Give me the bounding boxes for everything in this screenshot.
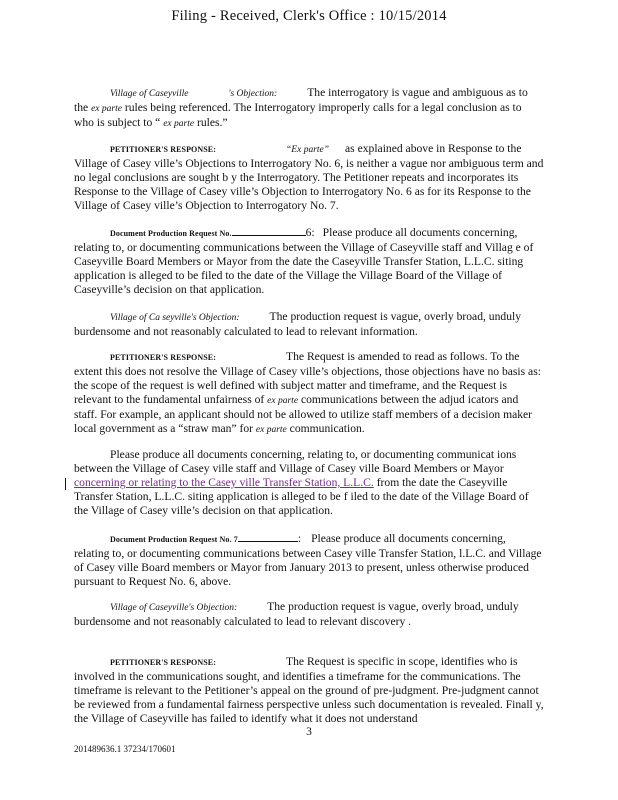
response-paragraph-1: PETITIONER'S RESPONSE: “Ex parte” as explained above in Response to the Village of Casey ville’s Objections to Interrogatory No. 6, is neither a vague nor ambiguous term and no legal conclusions are sought b y the Interrogatory. The Petitioner repeats and incorporates its Response to the Village of Casey ville’s Objection to Interrogatory No. 6 as for its Response to the Village of Casey ville’s Objection to Interrogatory No. 7. <box>74 142 544 212</box>
revision-bar <box>65 478 66 490</box>
production-request-7: Document Production Request No. 7 : Please produce all documents concerning, relating to, or documenting communications between Casey ville Transfer Station, l.L.C. and Village of Casey ville Board members or Mayor from January 2013 to present, unless otherwise produced pursuant to Request No. 6, above. <box>74 532 542 588</box>
document-id: 201489636.1 37234/170601 <box>74 744 176 754</box>
page-number: 3 <box>306 726 312 738</box>
response-paragraph-2: PETITIONER'S RESPONSE: The Request is amended to read as follows. To the extent this does not resolve the Village of Casey ville’s objections, those objections have no basis as: the scope of the request is well defined with subject matter and timeframe, and the Request is relevant to the fundamental unfairness of ex parte communications between the adjud icators and staff. For example, an applicant should not be allowed to utilize staff members of a decision maker local government as a “straw man” for ex parte communication. <box>74 350 541 435</box>
objection-paragraph-1: Village of Caseyville 's Objection: The interrogatory is vague and ambiguous as to the ex parte rules being referenced. The Interrogatory improperly calls for a legal conclusion as to who is subject to “ ex parte rules.” <box>74 86 528 129</box>
objection-paragraph-2: Village of Ca seyville's Objection: The production request is vague, overly broad, unduly burdensome and not reasonably calculated to lead to relevant information. <box>74 310 522 338</box>
objection-heading: Village of Caseyville <box>110 89 189 99</box>
inserted-text-link[interactable]: concerning or relating to the Casey ville Transfer Station, L.L.C. <box>74 476 374 489</box>
objection-paragraph-3: Village of Caseyville's Objection: The production request is vague, overly broad, unduly burdensome and not reasonably calculated to lead to relevant discovery . <box>74 600 519 628</box>
response-heading: PETITIONER'S RESPONSE: <box>110 145 217 154</box>
objection-heading-suffix: 's Objection: <box>228 89 278 99</box>
request-heading: Document Production Request No. <box>110 229 232 238</box>
amended-request-paragraph: Please produce all documents concerning, relating to, or documenting communicat ions between the Village of Casey ville staff and Village of Casey ville Board Members or Mayor concerning or relating to the Casey ville Transfer Station, L.L.C. from the date the Caseyville Transfer Station, L.L.C. siting application is alleged to be f iled to the date of the Village Board of the Village of Casey ville’s decision on that application. <box>74 448 529 517</box>
production-request-6: Document Production Request No. 6: Please produce all documents concerning, relating to, or documenting communications between the Village of Caseyville staff and Villag e of Caseyville Board Members or Mayor from the date the Caseyville Transfer Station, L.L.C. siting application is alleged to be filed to the date of the Village the Village Board of the Village of Caseyville’s decision on that application. <box>74 226 534 296</box>
response-paragraph-3: PETITIONER'S RESPONSE: The Request is specific in scope, identifies who is involved in the communications sought, and identifies a timeframe for the communications. The timeframe is relevant to the Petitioner’s appeal on the ground of pre-judgment. Pre-judgment cannot be reviewed from a fundamental fairness perspective unless such documentation is revealed. Finall y, the Village of Caseyville has failed to identify what it does not understand <box>74 655 544 725</box>
filing-stamp-header: Filing - Received, Clerk's Office : 10/15/2014 <box>171 8 447 24</box>
